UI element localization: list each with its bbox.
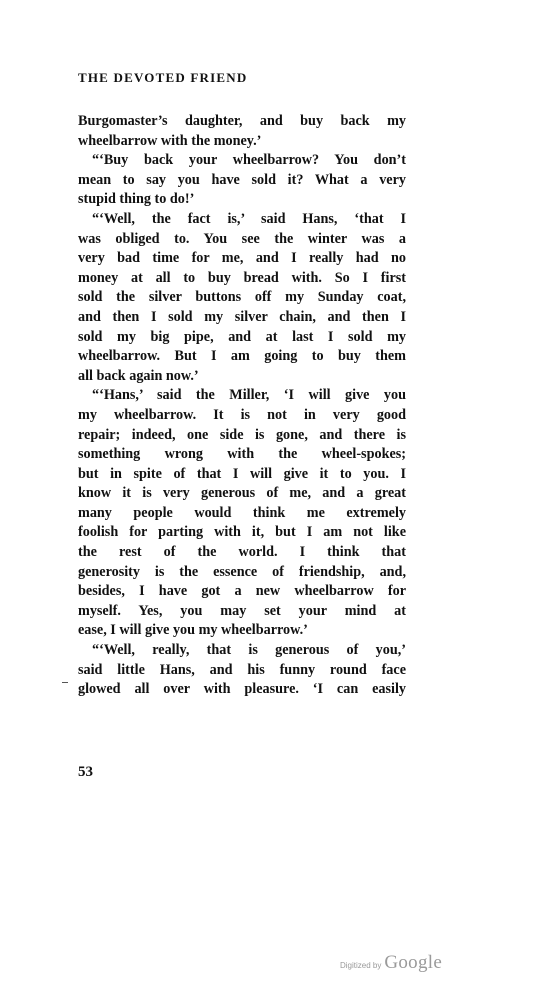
text-line: repair; indeed, one side is gone, and there is	[78, 426, 406, 443]
text-line: but in spite of that I will give it to you. I	[78, 465, 406, 482]
stray-ink-mark	[62, 682, 68, 683]
text-line: “‘Buy back your wheelbarrow? You don’t	[92, 152, 406, 169]
page-number: 53	[78, 764, 93, 780]
text-line: said little Hans, and his funny round face	[78, 661, 406, 678]
google-logo: Google	[384, 952, 443, 973]
text-line: ease, I will give you my wheelbarrow.’	[78, 622, 308, 639]
text-line: glowed all over with pleasure. ‘I can easily	[78, 681, 406, 698]
text-line: money at all to buy bread with. So I first	[78, 269, 406, 286]
text-line: know it is very generous of me, and a great	[78, 485, 406, 502]
text-line: “‘Hans,’ said the Miller, ‘I will give you	[92, 387, 406, 404]
text-line: “‘Well, the fact is,’ said Hans, ‘that I	[92, 210, 406, 227]
text-line: stupid thing to do!’	[78, 191, 195, 208]
text-line: was obliged to. You see the winter was a	[78, 230, 406, 247]
text-line: all back again now.’	[78, 367, 199, 384]
text-line: “‘Well, really, that is generous of you,’	[92, 642, 406, 659]
text-line: and then I sold my silver chain, and then I	[78, 308, 406, 325]
text-line: generosity is the essence of friendship, and,	[78, 563, 406, 580]
text-line: Burgomaster’s daughter, and buy back my	[78, 113, 406, 129]
text-line: sold my big pipe, and at last I sold my	[78, 328, 406, 345]
text-line: very bad time for me, and I really had no	[78, 250, 406, 267]
text-line: my wheelbarrow. It is not in very good	[78, 406, 406, 423]
text-line: besides, I have got a new wheelbarrow for	[78, 583, 406, 600]
text-line: myself. Yes, you may set your mind at	[78, 602, 406, 619]
text-line: sold the silver buttons off my Sunday coat,	[78, 289, 406, 306]
text-line: many people would think me extremely	[78, 504, 406, 521]
watermark-prefix: Digitized by	[340, 961, 382, 970]
text-line: mean to say you have sold it? What a very	[78, 171, 406, 188]
digitized-watermark	[340, 952, 442, 974]
text-line: foolish for parting with it, but I am not like	[78, 524, 406, 541]
text-line: wheelbarrow with the money.’	[78, 132, 262, 149]
text-line: something wrong with the wheel-spokes;	[78, 446, 406, 463]
text-line: wheelbarrow. But I am going to buy them	[78, 348, 406, 365]
body-text	[78, 112, 406, 700]
running-head: THE DEVOTED FRIEND	[78, 70, 248, 85]
text-line: the rest of the world. I think that	[78, 544, 406, 561]
